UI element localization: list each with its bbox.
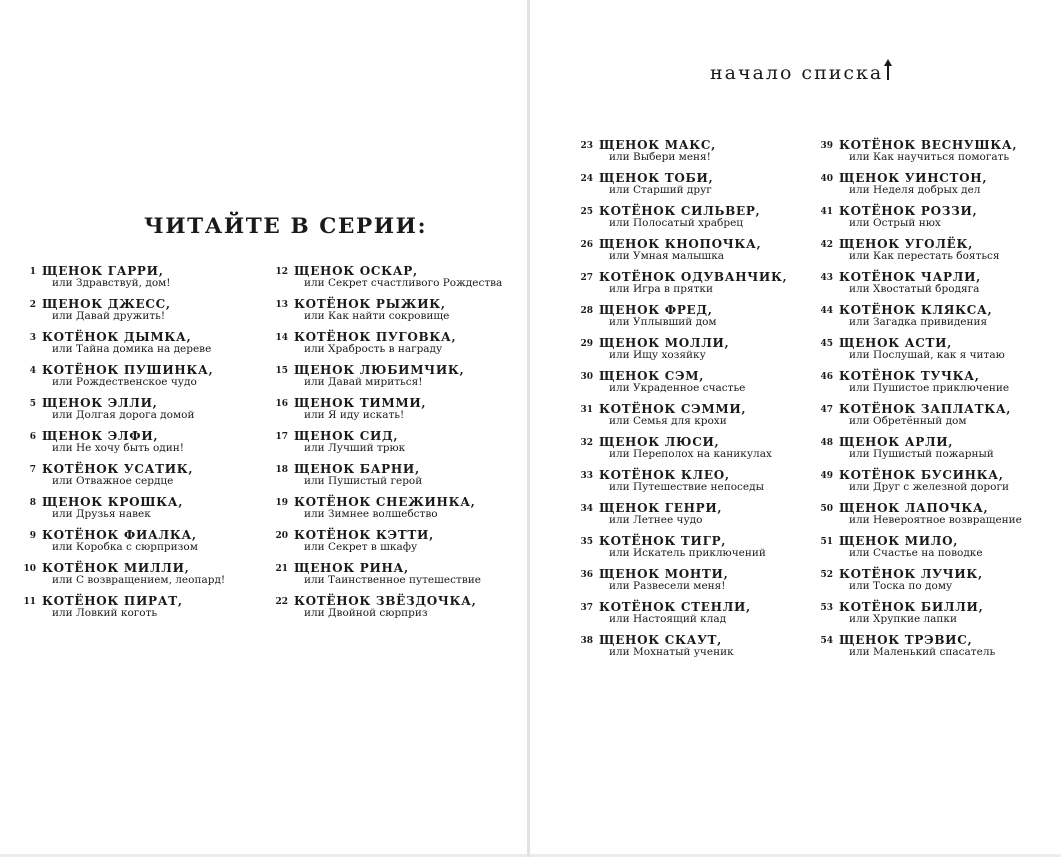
book-number: 14	[275, 333, 288, 343]
book-number: 26	[580, 240, 593, 250]
book-title: КОТЁНОК КЭТТИ,	[294, 528, 434, 542]
book-subtitle: или Путешествие непоседы	[609, 481, 764, 493]
book-title: КОТЁНОК ДЫМКА,	[42, 330, 192, 344]
book-title: ЩЕНОК ЭЛФИ,	[42, 429, 159, 443]
book-number: 27	[580, 273, 593, 283]
book-title: ЩЕНОК ТОБИ,	[599, 171, 714, 185]
book-subtitle: или Острый нюх	[849, 217, 941, 229]
book-title: ЩЕНОК РИНА,	[294, 561, 409, 575]
book-title: КОТЁНОК ПУШИНКА,	[42, 363, 214, 377]
book-title: КОТЁНОК МИЛЛИ,	[42, 561, 190, 575]
book-subtitle: или Пушистый герой	[304, 475, 423, 487]
book-subtitle: или Уплывший дом	[609, 316, 717, 328]
book-title: ЩЕНОК БАРНИ,	[294, 462, 420, 476]
book-subtitle: или Коробка с сюрпризом	[52, 541, 198, 553]
book-number: 1	[29, 267, 36, 277]
book-title: КОТЁНОК ПУГОВКА,	[294, 330, 457, 344]
book-subtitle: или Я иду искать!	[304, 409, 405, 421]
book-number: 11	[23, 597, 36, 607]
book-title: ЩЕНОК ТИММИ,	[294, 396, 427, 410]
book-number: 13	[275, 300, 288, 310]
book-number: 51	[820, 537, 833, 547]
book-subtitle: или Хвостатый бродяга	[849, 283, 980, 295]
book-number: 48	[820, 438, 833, 448]
book-number: 30	[580, 372, 593, 382]
book-subtitle: или Зимнее волшебство	[304, 508, 438, 520]
book-title: КОТЁНОК РОЗЗИ,	[839, 204, 978, 218]
book-number: 3	[29, 333, 36, 343]
book-title: КОТЁНОК УСАТИК,	[42, 462, 194, 476]
book-subtitle: или Долгая дорога домой	[52, 409, 195, 421]
book-subtitle: или Ловкий коготь	[52, 607, 158, 619]
book-number: 37	[580, 603, 593, 613]
book-title: КОТЁНОК РЫЖИК,	[294, 297, 446, 311]
book-number: 9	[29, 531, 36, 541]
book-subtitle: или Рождественское чудо	[52, 376, 197, 388]
book-number: 38	[580, 636, 593, 646]
list-start-text: начало списка	[710, 62, 884, 84]
book-number: 46	[820, 372, 833, 382]
book-number: 10	[23, 564, 36, 574]
series-heading: ЧИТАЙТЕ В СЕРИИ:	[144, 214, 428, 239]
book-subtitle: или Тоска по дому	[849, 580, 953, 592]
book-title: ЩЕНОК УИНСТОН,	[839, 171, 988, 185]
book-number: 41	[820, 207, 833, 217]
book-subtitle: или Как перестать бояться	[849, 250, 1000, 262]
book-title: ЩЕНОК ФРЕД,	[599, 303, 713, 317]
book-subtitle: или Хрупкие лапки	[849, 613, 957, 625]
book-number: 21	[275, 564, 288, 574]
book-number: 47	[820, 405, 833, 415]
book-number: 42	[820, 240, 833, 250]
book-title: ЩЕНОК СИД,	[294, 429, 399, 443]
book-subtitle: или Умная малышка	[609, 250, 725, 262]
book-title: КОТЁНОК КЛЕО,	[599, 468, 730, 482]
book-number: 6	[29, 432, 36, 442]
book-title: КОТЁНОК ТУЧКА,	[839, 369, 980, 383]
book-subtitle: или Искатель приключений	[609, 547, 766, 559]
book-title: ЩЕНОК МОНТИ,	[599, 567, 729, 581]
book-subtitle: или Ищу хозяйку	[609, 349, 706, 361]
book-subtitle: или Пушистое приключение	[849, 382, 1010, 394]
book-subtitle: или Друзья навек	[52, 508, 151, 520]
book-title: ЩЕНОК СКАУТ,	[599, 633, 723, 647]
book-subtitle: или С возвращением, леопард!	[52, 574, 226, 586]
book-title: КОТЁНОК СНЕЖИНКА,	[294, 495, 476, 509]
book-number: 17	[275, 432, 288, 442]
book-subtitle: или Двойной сюрприз	[304, 607, 428, 619]
book-number: 36	[580, 570, 593, 580]
book-number: 16	[275, 399, 288, 409]
book-subtitle: или Невероятное возвращение	[849, 514, 1022, 526]
book-subtitle: или Семья для крохи	[609, 415, 727, 427]
book-subtitle: или Неделя добрых дел	[849, 184, 981, 196]
book-number: 45	[820, 339, 833, 349]
book-subtitle: или Игра в прятки	[609, 283, 713, 295]
book-number: 23	[580, 141, 593, 151]
book-number: 53	[820, 603, 833, 613]
arrow-up-icon	[884, 59, 892, 81]
book-title: ЩЕНОК МОЛЛИ,	[599, 336, 730, 350]
book-number: 25	[580, 207, 593, 217]
book-subtitle: или Развесели меня!	[609, 580, 726, 592]
book-number: 29	[580, 339, 593, 349]
book-title: КОТЁНОК КЛЯКСА,	[839, 303, 993, 317]
book-number: 19	[275, 498, 288, 508]
book-subtitle: или Давай дружить!	[52, 310, 166, 322]
book-subtitle: или Давай мириться!	[304, 376, 423, 388]
book-subtitle: или Послушай, как я читаю	[849, 349, 1005, 361]
book-title: КОТЁНОК ТИГР,	[599, 534, 727, 548]
book-subtitle: или Маленький спасатель	[849, 646, 996, 658]
book-title: ЩЕНОК ГЕНРИ,	[599, 501, 723, 515]
book-title: ЩЕНОК СЭМ,	[599, 369, 705, 383]
left-page	[0, 0, 527, 854]
book-subtitle: или Здравствуй, дом!	[52, 277, 171, 289]
book-title: КОТЁНОК ПИРАТ,	[42, 594, 183, 608]
book-number: 33	[580, 471, 593, 481]
book-number: 34	[580, 504, 593, 514]
book-number: 49	[820, 471, 833, 481]
book-title: ЩЕНОК АРЛИ,	[839, 435, 954, 449]
book-title: ЩЕНОК ЛЮБИМЧИК,	[294, 363, 465, 377]
book-number: 15	[275, 366, 288, 376]
book-title: ЩЕНОК МИЛО,	[839, 534, 959, 548]
book-title: ЩЕНОК ЭЛЛИ,	[42, 396, 158, 410]
book-title: ЩЕНОК АСТИ,	[839, 336, 953, 350]
book-title: КОТЁНОК БУСИНКА,	[839, 468, 1004, 482]
book-title: КОТЁНОК СИЛЬВЕР,	[599, 204, 761, 218]
book-number: 18	[275, 465, 288, 475]
book-subtitle: или Лучший трюк	[304, 442, 406, 454]
book-number: 35	[580, 537, 593, 547]
book-title: КОТЁНОК СТЕНЛИ,	[599, 600, 751, 614]
book-number: 44	[820, 306, 833, 316]
book-number: 20	[275, 531, 288, 541]
book-title: ЩЕНОК КНОПОЧКА,	[599, 237, 762, 251]
book-subtitle: или Мохнатый ученик	[609, 646, 734, 658]
book-subtitle: или Настоящий клад	[609, 613, 727, 625]
book-subtitle: или Пушистый пожарный	[849, 448, 994, 460]
book-subtitle: или Летнее чудо	[609, 514, 703, 526]
book-number: 32	[580, 438, 593, 448]
book-title: ЩЕНОК ТРЭВИС,	[839, 633, 973, 647]
book-title: КОТЁНОК СЭММИ,	[599, 402, 747, 416]
book-title: ЩЕНОК МАКС,	[599, 138, 716, 152]
book-number: 4	[29, 366, 36, 376]
book-number: 24	[580, 174, 593, 184]
book-number: 52	[820, 570, 833, 580]
book-number: 31	[580, 405, 593, 415]
book-subtitle: или Загадка привидения	[849, 316, 988, 328]
book-title: ЩЕНОК ЛАПОЧКА,	[839, 501, 989, 515]
book-title: ЩЕНОК ОСКАР,	[294, 264, 418, 278]
book-title: КОТЁНОК БИЛЛИ,	[839, 600, 984, 614]
book-subtitle: или Обретённый дом	[849, 415, 967, 427]
book-number: 54	[820, 636, 833, 646]
book-number: 2	[29, 300, 36, 310]
book-number: 7	[29, 465, 36, 475]
book-subtitle: или Как найти сокровище	[304, 310, 450, 322]
book-subtitle: или Переполох на каникулах	[609, 448, 772, 460]
book-title: КОТЁНОК ЧАРЛИ,	[839, 270, 982, 284]
book-number: 28	[580, 306, 593, 316]
book-subtitle: или Как научиться помогать	[849, 151, 1010, 163]
book-subtitle: или Старший друг	[609, 184, 712, 196]
book-number: 8	[29, 498, 36, 508]
book-title: КОТЁНОК ЛУЧИК,	[839, 567, 983, 581]
book-number: 12	[275, 267, 288, 277]
book-title: КОТЁНОК ЗВЁЗДОЧКА,	[294, 594, 477, 608]
list-start-label	[710, 59, 892, 84]
book-subtitle: или Тайна домика на дереве	[52, 343, 212, 355]
book-number: 5	[29, 399, 36, 409]
book-number: 22	[275, 597, 288, 607]
book-subtitle: или Украденное счастье	[609, 382, 746, 394]
book-subtitle: или Секрет в шкафу	[304, 541, 418, 553]
right-page	[530, 0, 1061, 854]
book-number: 50	[820, 504, 833, 514]
book-title: КОТЁНОК ОДУВАНЧИК,	[599, 270, 788, 284]
book-title: КОТЁНОК ЗАПЛАТКА,	[839, 402, 1012, 416]
book-title: ЩЕНОК ГАРРИ,	[42, 264, 164, 278]
book-subtitle: или Отважное сердце	[52, 475, 174, 487]
book-title: ЩЕНОК УГОЛЁК,	[839, 237, 973, 251]
book-subtitle: или Таинственное путешествие	[304, 574, 481, 586]
book-title: ЩЕНОК ДЖЕСС,	[42, 297, 171, 311]
book-title: КОТЁНОК ВЕСНУШКА,	[839, 138, 1018, 152]
book-subtitle: или Счастье на поводке	[849, 547, 983, 559]
book-title: ЩЕНОК ЛЮСИ,	[599, 435, 720, 449]
book-subtitle: или Полосатый храбрец	[609, 217, 744, 229]
book-number: 43	[820, 273, 833, 283]
book-subtitle: или Храбрость в награду	[304, 343, 443, 355]
book-subtitle: или Друг с железной дороги	[849, 481, 1009, 493]
book-number: 39	[820, 141, 833, 151]
book-title: ЩЕНОК КРОШКА,	[42, 495, 184, 509]
book-subtitle: или Выбери меня!	[609, 151, 711, 163]
book-subtitle: или Не хочу быть один!	[52, 442, 184, 454]
book-subtitle: или Секрет счастливого Рождества	[304, 277, 503, 289]
book-number: 40	[820, 174, 833, 184]
book-title: КОТЁНОК ФИАЛКА,	[42, 528, 197, 542]
